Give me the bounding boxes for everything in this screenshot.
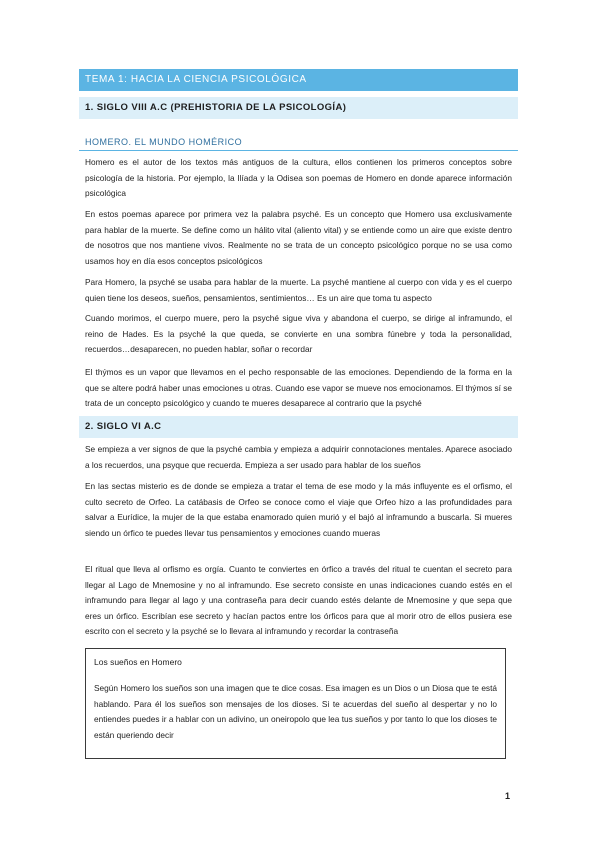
paragraph-3: Para Homero, la psyché se usaba para hablar de la muerte. La psyché mantiene al cuerpo con vida y es el cuerpo quien tiene los deseos, sueños, pensamientos, sentimientos… Es un aire que toma tu aspecto: [85, 277, 512, 303]
section-heading-2: 2. SIGLO VI A.C: [79, 416, 518, 438]
paragraph-4: Cuando morimos, el cuerpo muere, pero la psyché sigue viva y abandona el cuerpo, se dirige al inframundo, el reino de Hades. Es la psyché la que queda, se convierte en una sombra fúnebre y toda la personalidad, recuerdos…desaparecen, no pueden hablar, soñar o recordar: [85, 313, 512, 354]
document-title: TEMA 1: HACIA LA CIENCIA PSICOLÓGICA: [79, 69, 518, 91]
paragraph-2: En estos poemas aparece por primera vez la palabra psyché. Es un concepto que Homero usa exclusivamente para hablar de la muerte. Se define como un hálito vital (aliento vital) y se entiende como un aire que existe dentro de nosotros que nos mantiene vivos. Realmente no se trata de un concepto psicológico porque no se usa como usamos hoy en día esos conceptos psicológicos: [85, 209, 512, 266]
paragraph-5: El thýmos es un vapor que llevamos en el pecho responsable de las emociones. Dependiendo de la forma en la que se altere podrá haber unas emociones u otras. Cuando ese vapor se mueve nos emocionamos. El thýmos sí se trata de un concepto psicológico y cuando te mueres desaparece al contrario que la psyché: [85, 367, 512, 408]
note-text: Según Homero los sueños son una imagen que te dice cosas. Esa imagen es un Dios o un Diosa que te está hablando. Para él los sueños son mensajes de los dioses. Si te acuerdas del sueño al despertar y no lo entiendes puedes ir a hablar con un adivino, un oneiropolo que lea tus sueños y por tanto lo que los dioses te están queriendo decir: [94, 683, 497, 740]
paragraph-6: Se empieza a ver signos de que la psyché cambia y empieza a adquirir connotaciones mentales. Aparece asociado a los recuerdos, una psyque que recuerda. Empieza a ser usado para hablar de los sueños: [85, 444, 512, 470]
paragraph-7: En las sectas misterio es de donde se empieza a tratar el tema de ese modo y la más influyente es el orfismo, el culto secreto de Orfeo. La catábasis de Orfeo se conoce como el viaje que Orfeo hizo a las profundidades para salvar a Eurídice, la mujer de la que estaba enamorado quien murió y el bajó al inframundo a buscarla. Si mueres siendo un órfico te puedes llevar tus pensamientos y emociones cuando mueras: [85, 481, 512, 538]
subheading-homero: HOMERO. EL MUNDO HOMÉRICO: [79, 137, 518, 151]
paragraph-1: Homero es el autor de los textos más antiguos de la cultura, ellos contienen los primeros conceptos sobre psicología de la historia. Por ejemplo, la Ilíada y la Odisea son poemas de Homero en donde aparece información psicológica: [85, 157, 512, 198]
note-box: [85, 648, 506, 759]
page-number: 1: [505, 791, 511, 801]
section-heading-1: 1. SIGLO VIII A.C (PREHISTORIA DE LA PSICOLOGÍA): [79, 97, 518, 119]
paragraph-8: El ritual que lleva al orfismo es orgía. Cuanto te conviertes en órfico a través del ritual te cuentan el secreto para llegar al Lago de Mnemosine y no al inframundo. Ese secreto consiste en unas indicaciones cuando estés en el inframundo para llegar al lago y una contraseña para decir cuando estés delante de Mnemosine y que sepa que eres un órfico. Escribían ese secreto y hacían pactos entre los órficos para que al morir otro de ellos pusiera ese escrito con el secreto y la psyché se lo llevara al inframundo y recordar la contraseña: [85, 564, 512, 636]
note-title: Los sueños en Homero: [94, 657, 182, 667]
